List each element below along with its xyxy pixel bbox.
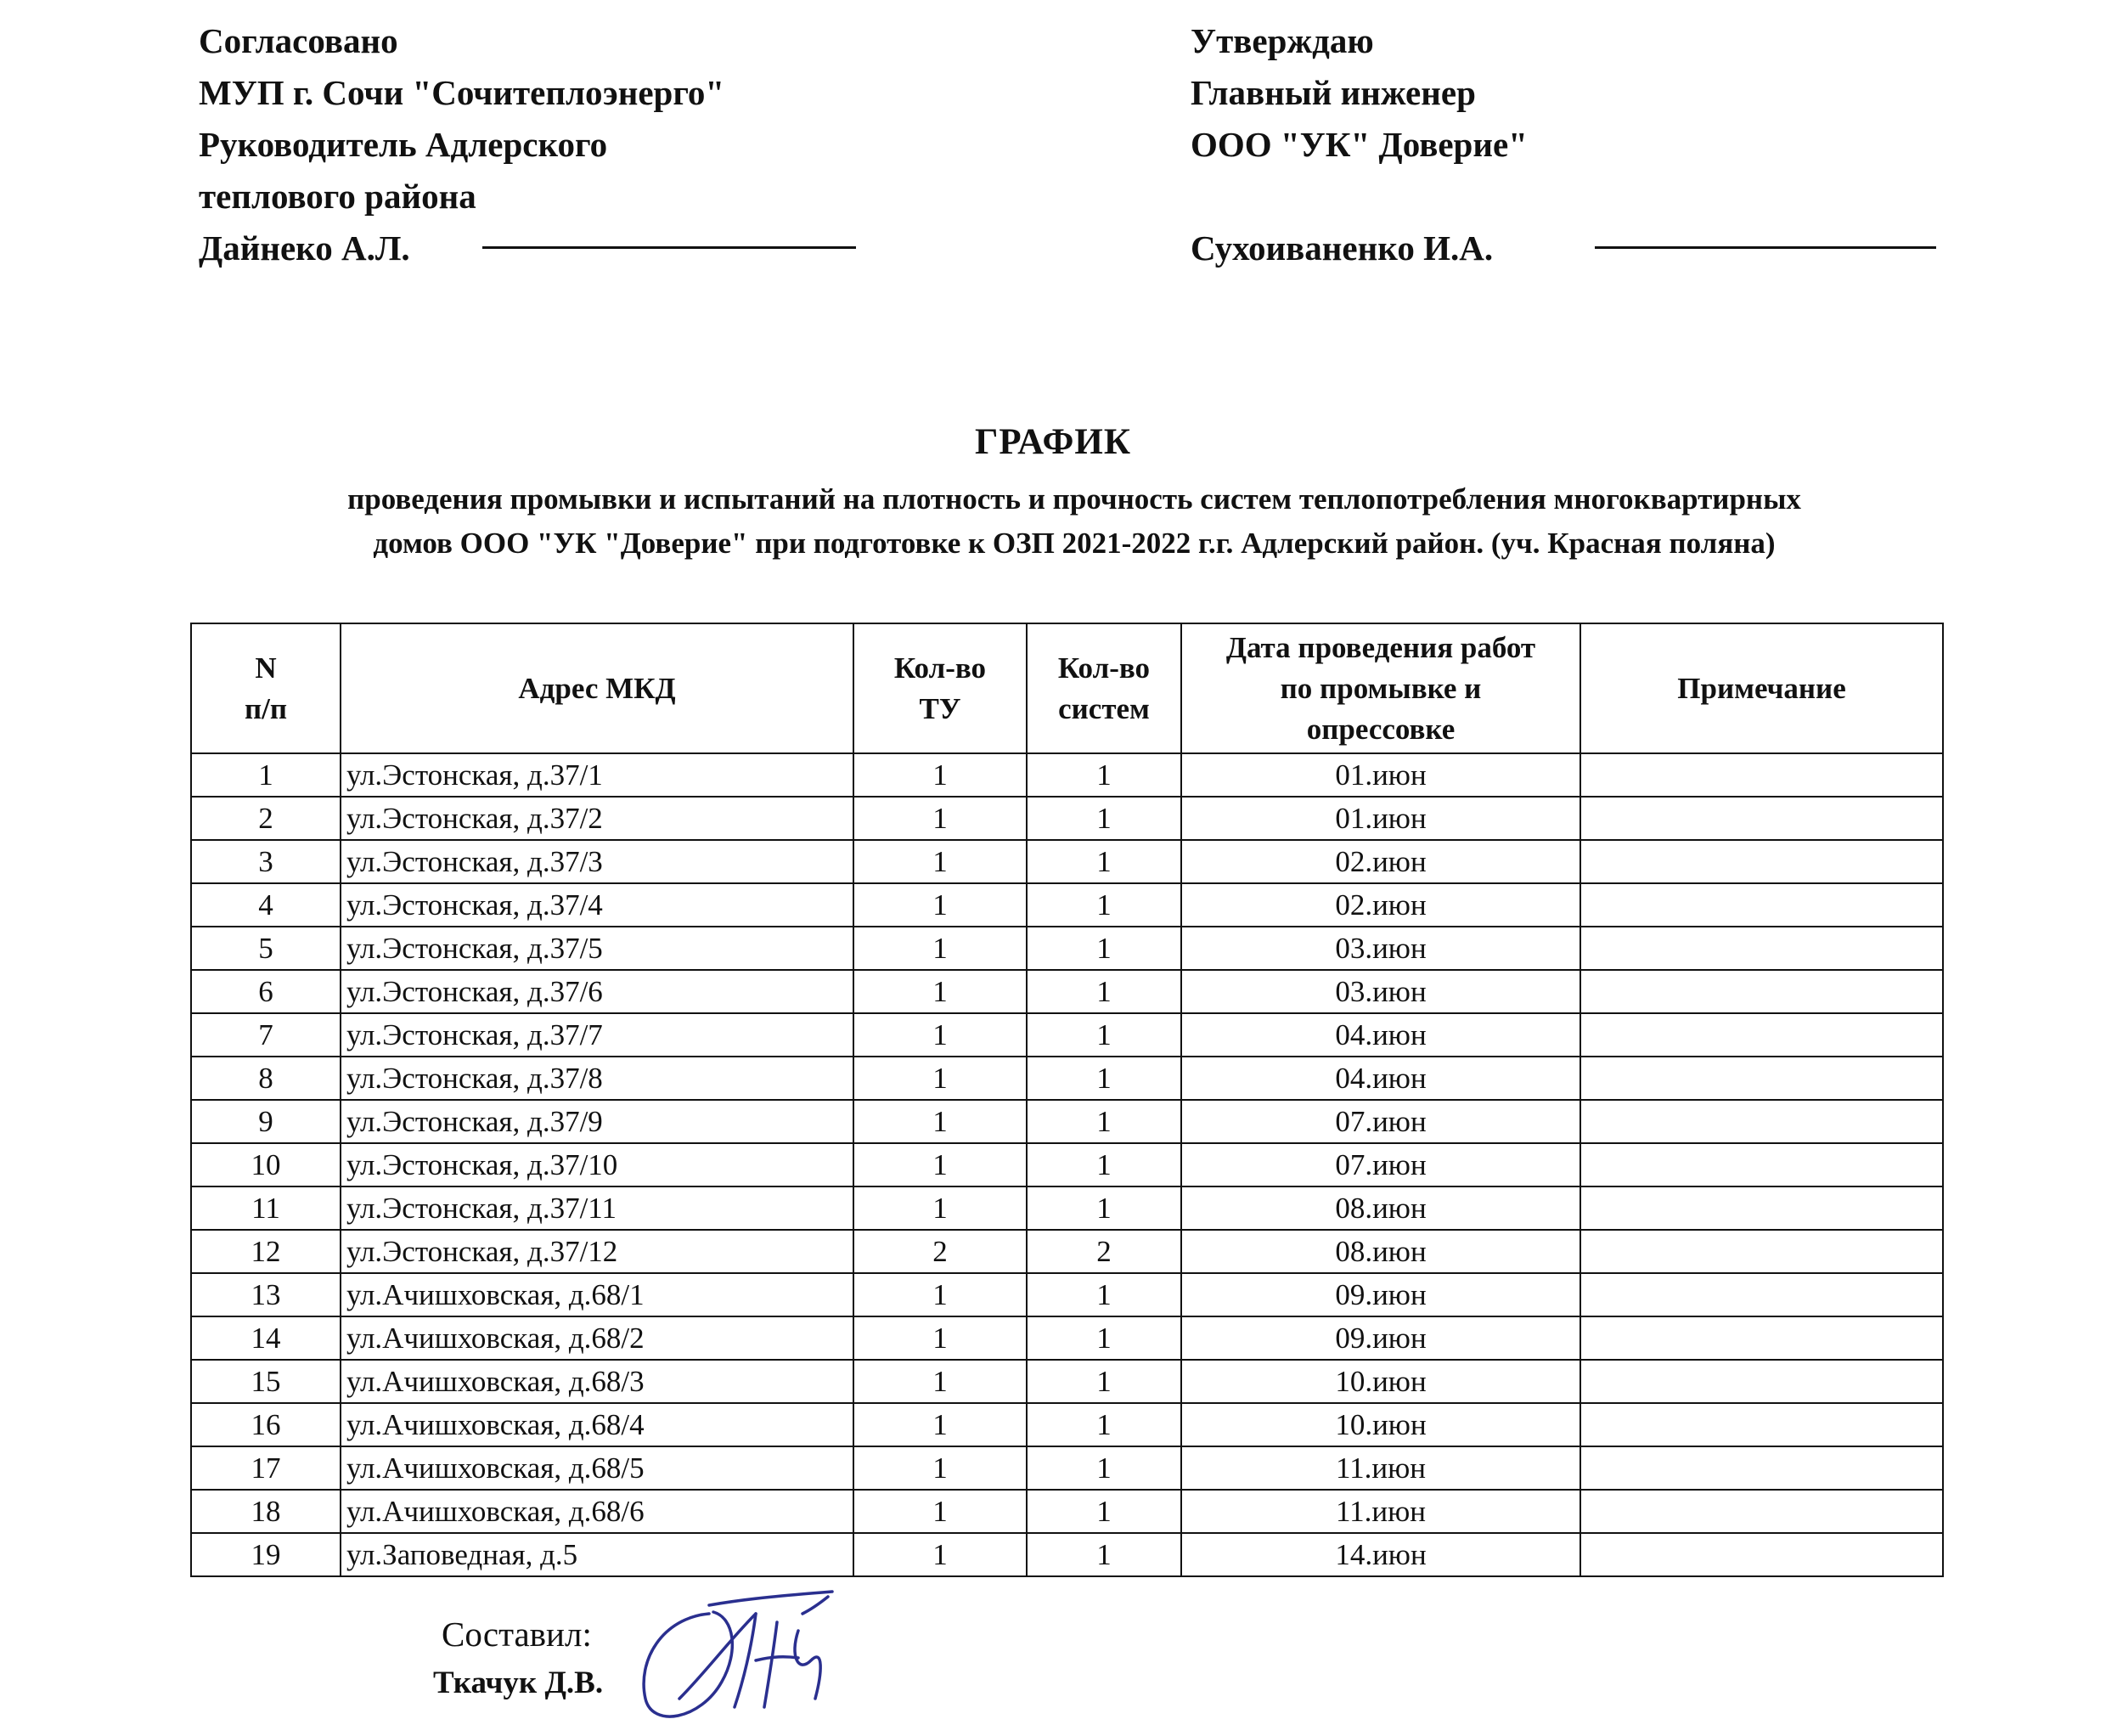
header-date-line1: Дата проведения работ [1225, 630, 1536, 664]
cell-systems: 1 [1027, 927, 1181, 970]
cell-note [1580, 1100, 1943, 1143]
approval-right-spacer [1191, 171, 1528, 223]
cell-num: 6 [191, 970, 341, 1013]
cell-date: 11.июн [1181, 1446, 1580, 1490]
cell-tu: 1 [853, 883, 1027, 927]
header-note: Примечание [1580, 623, 1943, 753]
cell-systems: 1 [1027, 753, 1181, 797]
cell-num: 5 [191, 927, 341, 970]
cell-systems: 1 [1027, 1360, 1181, 1403]
cell-note [1580, 840, 1943, 883]
approval-right-line2: Главный инженер [1191, 73, 1476, 112]
cell-tu: 1 [853, 1360, 1027, 1403]
cell-date: 09.июн [1181, 1273, 1580, 1316]
table-row [191, 1403, 1943, 1446]
cell-address: ул.Эстонская, д.37/8 [341, 1057, 853, 1100]
cell-date: 10.июн [1181, 1403, 1580, 1446]
cell-note [1580, 1316, 1943, 1360]
cell-note [1580, 1186, 1943, 1230]
header-systems [1027, 623, 1181, 753]
header-date-line3: опрессовке [1306, 712, 1456, 746]
header-tu-line1: Кол-во [893, 651, 987, 685]
table-row [191, 927, 1943, 970]
header-tu-line2: ТУ [919, 691, 961, 725]
cell-tu: 1 [853, 753, 1027, 797]
table-body [191, 753, 1943, 1576]
table-row [191, 1230, 1943, 1273]
cell-tu: 1 [853, 1013, 1027, 1057]
cell-note [1580, 970, 1943, 1013]
approval-right-signer: Сухоиваненко И.А. [1191, 228, 1494, 268]
cell-note [1580, 1057, 1943, 1100]
table-row [191, 1057, 1943, 1100]
table-row [191, 753, 1943, 797]
cell-systems: 1 [1027, 1533, 1181, 1576]
cell-systems: 1 [1027, 1186, 1181, 1230]
cell-date: 07.июн [1181, 1143, 1580, 1186]
cell-note [1580, 1143, 1943, 1186]
approval-right-line1: Утверждаю [1191, 21, 1374, 60]
cell-systems: 1 [1027, 1100, 1181, 1143]
document-subtitle-line1: проведения промывки и испытаний на плотность и прочность систем теплопотребления многоквартирных [347, 482, 1801, 516]
cell-num: 16 [191, 1403, 341, 1446]
table-row [191, 1100, 1943, 1143]
approval-left-signer: Дайнеко А.Л. [199, 228, 410, 268]
cell-num: 4 [191, 883, 341, 927]
header-systems-line1: Кол-во [1057, 651, 1151, 685]
cell-systems: 1 [1027, 797, 1181, 840]
cell-date: 07.июн [1181, 1100, 1580, 1143]
cell-address: ул.Эстонская, д.37/10 [341, 1143, 853, 1186]
cell-num: 8 [191, 1057, 341, 1100]
cell-tu: 1 [853, 1490, 1027, 1533]
cell-date: 08.июн [1181, 1230, 1580, 1273]
cell-date: 08.июн [1181, 1186, 1580, 1230]
table-row [191, 1446, 1943, 1490]
cell-tu: 1 [853, 1143, 1027, 1186]
cell-note [1580, 1273, 1943, 1316]
cell-tu: 1 [853, 840, 1027, 883]
cell-note [1580, 1230, 1943, 1273]
table-row [191, 797, 1943, 840]
cell-tu: 1 [853, 927, 1027, 970]
table-row [191, 1360, 1943, 1403]
cell-address: ул.Ачишховская, д.68/6 [341, 1490, 853, 1533]
approval-right-line3: ООО "УК" Доверие" [1191, 125, 1528, 164]
cell-note [1580, 927, 1943, 970]
table-row [191, 1316, 1943, 1360]
approval-left-line4: теплового района [199, 177, 476, 216]
cell-address: ул.Эстонская, д.37/4 [341, 883, 853, 927]
cell-systems: 1 [1027, 1403, 1181, 1446]
cell-systems: 1 [1027, 970, 1181, 1013]
cell-address: ул.Ачишховская, д.68/5 [341, 1446, 853, 1490]
cell-date: 09.июн [1181, 1316, 1580, 1360]
approval-block-right [1191, 15, 1528, 274]
table-row [191, 1490, 1943, 1533]
cell-num: 1 [191, 753, 341, 797]
cell-date: 02.июн [1181, 883, 1580, 927]
cell-address: ул.Заповедная, д.5 [341, 1533, 853, 1576]
approval-block-left [199, 15, 724, 274]
header-address: Адрес МКД [341, 623, 853, 753]
cell-address: ул.Эстонская, д.37/12 [341, 1230, 853, 1273]
table-row [191, 1013, 1943, 1057]
table-row [191, 840, 1943, 883]
cell-address: ул.Эстонская, д.37/5 [341, 927, 853, 970]
table-row [191, 1186, 1943, 1230]
cell-address: ул.Эстонская, д.37/9 [341, 1100, 853, 1143]
header-num-line2: п/п [244, 691, 288, 725]
cell-date: 04.июн [1181, 1013, 1580, 1057]
cell-note [1580, 1013, 1943, 1057]
document-subtitle-line2: домов ООО "УК "Доверие" при подготовке к ОЗП 2021-2022 г.г. Адлерский район. (уч. Красная поляна) [373, 527, 1776, 560]
cell-address: ул.Ачишховская, д.68/4 [341, 1403, 853, 1446]
schedule-table [190, 623, 1944, 1577]
cell-note [1580, 1446, 1943, 1490]
cell-systems: 1 [1027, 1143, 1181, 1186]
cell-tu: 1 [853, 1100, 1027, 1143]
cell-systems: 1 [1027, 840, 1181, 883]
header-date-line2: по промывке и [1280, 671, 1482, 705]
signature-line-left [482, 246, 856, 249]
handwritten-signature [628, 1580, 849, 1724]
cell-tu: 1 [853, 1446, 1027, 1490]
cell-num: 7 [191, 1013, 341, 1057]
cell-note [1580, 883, 1943, 927]
cell-tu: 1 [853, 1186, 1027, 1230]
cell-address: ул.Эстонская, д.37/6 [341, 970, 853, 1013]
document-title: ГРАФИК [974, 422, 1132, 462]
cell-address: ул.Эстонская, д.37/1 [341, 753, 853, 797]
cell-date: 14.июн [1181, 1533, 1580, 1576]
table-row [191, 1533, 1943, 1576]
compiled-by-label: Составил: [442, 1615, 592, 1654]
cell-num: 18 [191, 1490, 341, 1533]
cell-systems: 1 [1027, 1273, 1181, 1316]
cell-date: 01.июн [1181, 753, 1580, 797]
cell-num: 10 [191, 1143, 341, 1186]
cell-tu: 1 [853, 1533, 1027, 1576]
cell-note [1580, 1360, 1943, 1403]
table-row [191, 970, 1943, 1013]
cell-systems: 1 [1027, 1057, 1181, 1100]
cell-systems: 1 [1027, 1316, 1181, 1360]
cell-tu: 1 [853, 970, 1027, 1013]
table-header-row [191, 623, 1943, 753]
cell-date: 01.июн [1181, 797, 1580, 840]
cell-tu: 1 [853, 1403, 1027, 1446]
header-num-line1: N [255, 651, 277, 685]
cell-address: ул.Эстонская, д.37/11 [341, 1186, 853, 1230]
approval-left-line3: Руководитель Адлерского [199, 125, 608, 164]
cell-date: 03.июн [1181, 970, 1580, 1013]
cell-num: 15 [191, 1360, 341, 1403]
cell-num: 9 [191, 1100, 341, 1143]
cell-note [1580, 1533, 1943, 1576]
cell-address: ул.Эстонская, д.37/7 [341, 1013, 853, 1057]
cell-note [1580, 753, 1943, 797]
cell-date: 10.июн [1181, 1360, 1580, 1403]
header-date [1181, 623, 1580, 753]
cell-address: ул.Ачишховская, д.68/3 [341, 1360, 853, 1403]
signature-line-right [1595, 246, 1936, 249]
header-tu [853, 623, 1027, 753]
header-num [191, 623, 341, 753]
cell-tu: 1 [853, 1273, 1027, 1316]
cell-num: 11 [191, 1186, 341, 1230]
table-row [191, 1143, 1943, 1186]
cell-num: 12 [191, 1230, 341, 1273]
cell-systems: 1 [1027, 1013, 1181, 1057]
table-row [191, 1273, 1943, 1316]
cell-address: ул.Эстонская, д.37/3 [341, 840, 853, 883]
cell-note [1580, 1403, 1943, 1446]
cell-systems: 1 [1027, 1446, 1181, 1490]
cell-date: 03.июн [1181, 927, 1580, 970]
cell-note [1580, 1490, 1943, 1533]
cell-address: ул.Ачишховская, д.68/2 [341, 1316, 853, 1360]
cell-date: 04.июн [1181, 1057, 1580, 1100]
cell-address: ул.Эстонская, д.37/2 [341, 797, 853, 840]
header-systems-line2: систем [1058, 691, 1150, 725]
cell-date: 02.июн [1181, 840, 1580, 883]
cell-address: ул.Ачишховская, д.68/1 [341, 1273, 853, 1316]
cell-note [1580, 797, 1943, 840]
approval-left-line2: МУП г. Сочи "Сочитеплоэнерго" [199, 73, 725, 112]
cell-date: 11.июн [1181, 1490, 1580, 1533]
document-subtitle [195, 477, 1953, 566]
cell-num: 17 [191, 1446, 341, 1490]
cell-systems: 1 [1027, 883, 1181, 927]
cell-tu: 1 [853, 1316, 1027, 1360]
cell-num: 3 [191, 840, 341, 883]
cell-systems: 2 [1027, 1230, 1181, 1273]
cell-num: 19 [191, 1533, 341, 1576]
cell-num: 14 [191, 1316, 341, 1360]
cell-tu: 1 [853, 797, 1027, 840]
approval-left-line1: Согласовано [199, 21, 398, 60]
cell-systems: 1 [1027, 1490, 1181, 1533]
cell-num: 2 [191, 797, 341, 840]
cell-tu: 1 [853, 1057, 1027, 1100]
compiler-name: Ткачук Д.В. [433, 1666, 604, 1700]
cell-tu: 2 [853, 1230, 1027, 1273]
table-row [191, 883, 1943, 927]
cell-num: 13 [191, 1273, 341, 1316]
